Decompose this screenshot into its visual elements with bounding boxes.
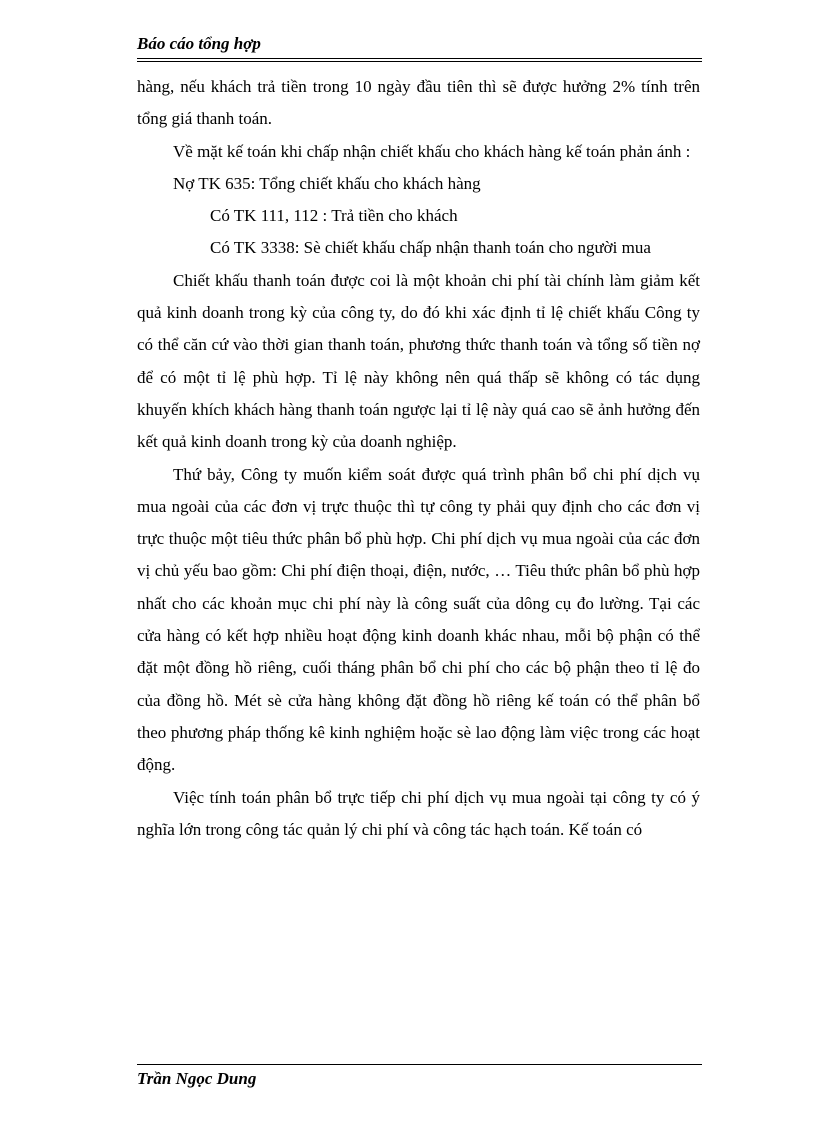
- journal-entry-debit: Nợ TK 635: Tổng chiết khấu cho khách hàng: [173, 173, 481, 193]
- paragraph-payment-discount: Chiết khấu thanh toán được coi là một khoản chi phí tài chính làm giảm kết quả kinh doanh trong kỳ của công ty, do đó khi xác định tỉ lệ chiết khấu Công ty có thể căn cứ vào thời gian thanh toán, phương thức thanh toán và tổng số tiền nợ để có một tỉ lệ phù hợp. Tỉ lệ này không nên quá thấp sẽ không có tác dụng khuyến khích khách hàng thanh toán ngược lại tỉ lệ này quá cao sẽ ảnh hưởng đến kết quả kinh doanh trong kỳ của doanh nghiệp.: [137, 270, 700, 452]
- journal-entry-credit-discount: Có TK 3338: Sè chiết khấu chấp nhận thanh toán cho người mua: [210, 238, 651, 258]
- paragraph-allocation-significance: Việc tính toán phân bổ trực tiếp chi phí dịch vụ mua ngoài tại công ty có ý nghĩa lớn trong công tác quản lý chi phí và công tác hạch toán. Kế toán có: [137, 787, 700, 839]
- page-footer: [137, 1064, 702, 1088]
- page-header: [137, 30, 702, 59]
- header-title: Báo cáo tổng hợp: [137, 34, 261, 53]
- paragraph-continuation: hàng, nếu khách trả tiền trong 10 ngày đầu tiên thì sẽ được hưởng 2% tính trên tổng giá thanh toán.: [137, 77, 700, 129]
- journal-entry-credit-cash: Có TK 111, 112 : Trả tiền cho khách: [210, 206, 458, 226]
- header-double-rule: [137, 61, 702, 62]
- paragraph-seventh-point: Thứ bảy, Công ty muốn kiểm soát được quá trình phân bổ chi phí dịch vụ mua ngoài của các đơn vị trực thuộc thì tự công ty phải quy định cho các đơn vị trực thuộc một tiêu thức phân bổ phù hợp. Chi phí dịch vụ mua ngoài của các đơn vị chủ yếu bao gồm: Chi phí điện thoại, điện, nước, … Tiêu thức phân bổ phù hợp nhất cho các khoản mục chi phí này là công suất của dông cụ đo lường. Tại các cửa hàng có kết hợp nhiều hoạt động kinh doanh khác nhau, mỗi bộ phận có thể đặt một đồng hồ riêng, cuối tháng phân bổ chi phí cho các bộ phận theo tỉ lệ đo của đồng hồ. Mét sè cửa hàng không đặt đồng hồ riêng kế toán có thể phân bổ theo phương pháp thống kê kinh nghiệm hoặc sè lao động làm việc trong các hoạt động.: [137, 464, 700, 775]
- footer-author: Trần Ngọc Dung: [137, 1069, 257, 1088]
- paragraph-accounting-entry-intro: Về mặt kế toán khi chấp nhận chiết khấu cho khách hàng kế toán phản ánh :: [173, 141, 691, 161]
- document-body: [137, 71, 700, 846]
